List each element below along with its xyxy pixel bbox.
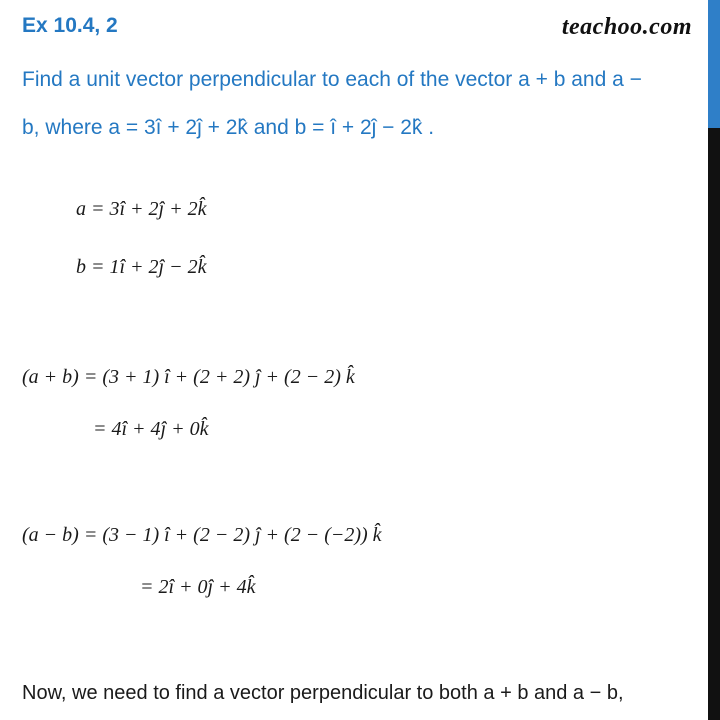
scrollbar-thumb[interactable] xyxy=(708,0,720,128)
exercise-title: Ex 10.4, 2 xyxy=(22,14,118,37)
sum-step-1: (a + b) = (3 + 1) î + (2 + 2) ĵ + (2 − 2) k̂ xyxy=(22,366,355,388)
question-line-2: b, where a = 3î + 2ĵ + 2k̂ and b = î + 2ĵ − 2k̂ . xyxy=(22,116,435,139)
difference-step-2: = 2î + 0ĵ + 4k̂ xyxy=(140,576,256,598)
teachoo-logo: teachoo.com xyxy=(561,14,692,40)
question-line-1: Find a unit vector perpendicular to each of the vector a + b and a − xyxy=(22,68,642,91)
difference-step-1: (a − b) = (3 − 1) î + (2 − 2) ĵ + (2 − (−2)) k̂ xyxy=(22,524,382,546)
footer-sentence: Now, we need to find a vector perpendicular to both a + b and a − b, xyxy=(22,682,624,704)
sum-step-2: = 4î + 4ĵ + 0k̂ xyxy=(93,418,209,440)
vector-a-definition: a = 3î + 2ĵ + 2k̂ xyxy=(76,198,207,220)
vector-b-definition: b = 1î + 2ĵ − 2k̂ xyxy=(76,256,207,278)
